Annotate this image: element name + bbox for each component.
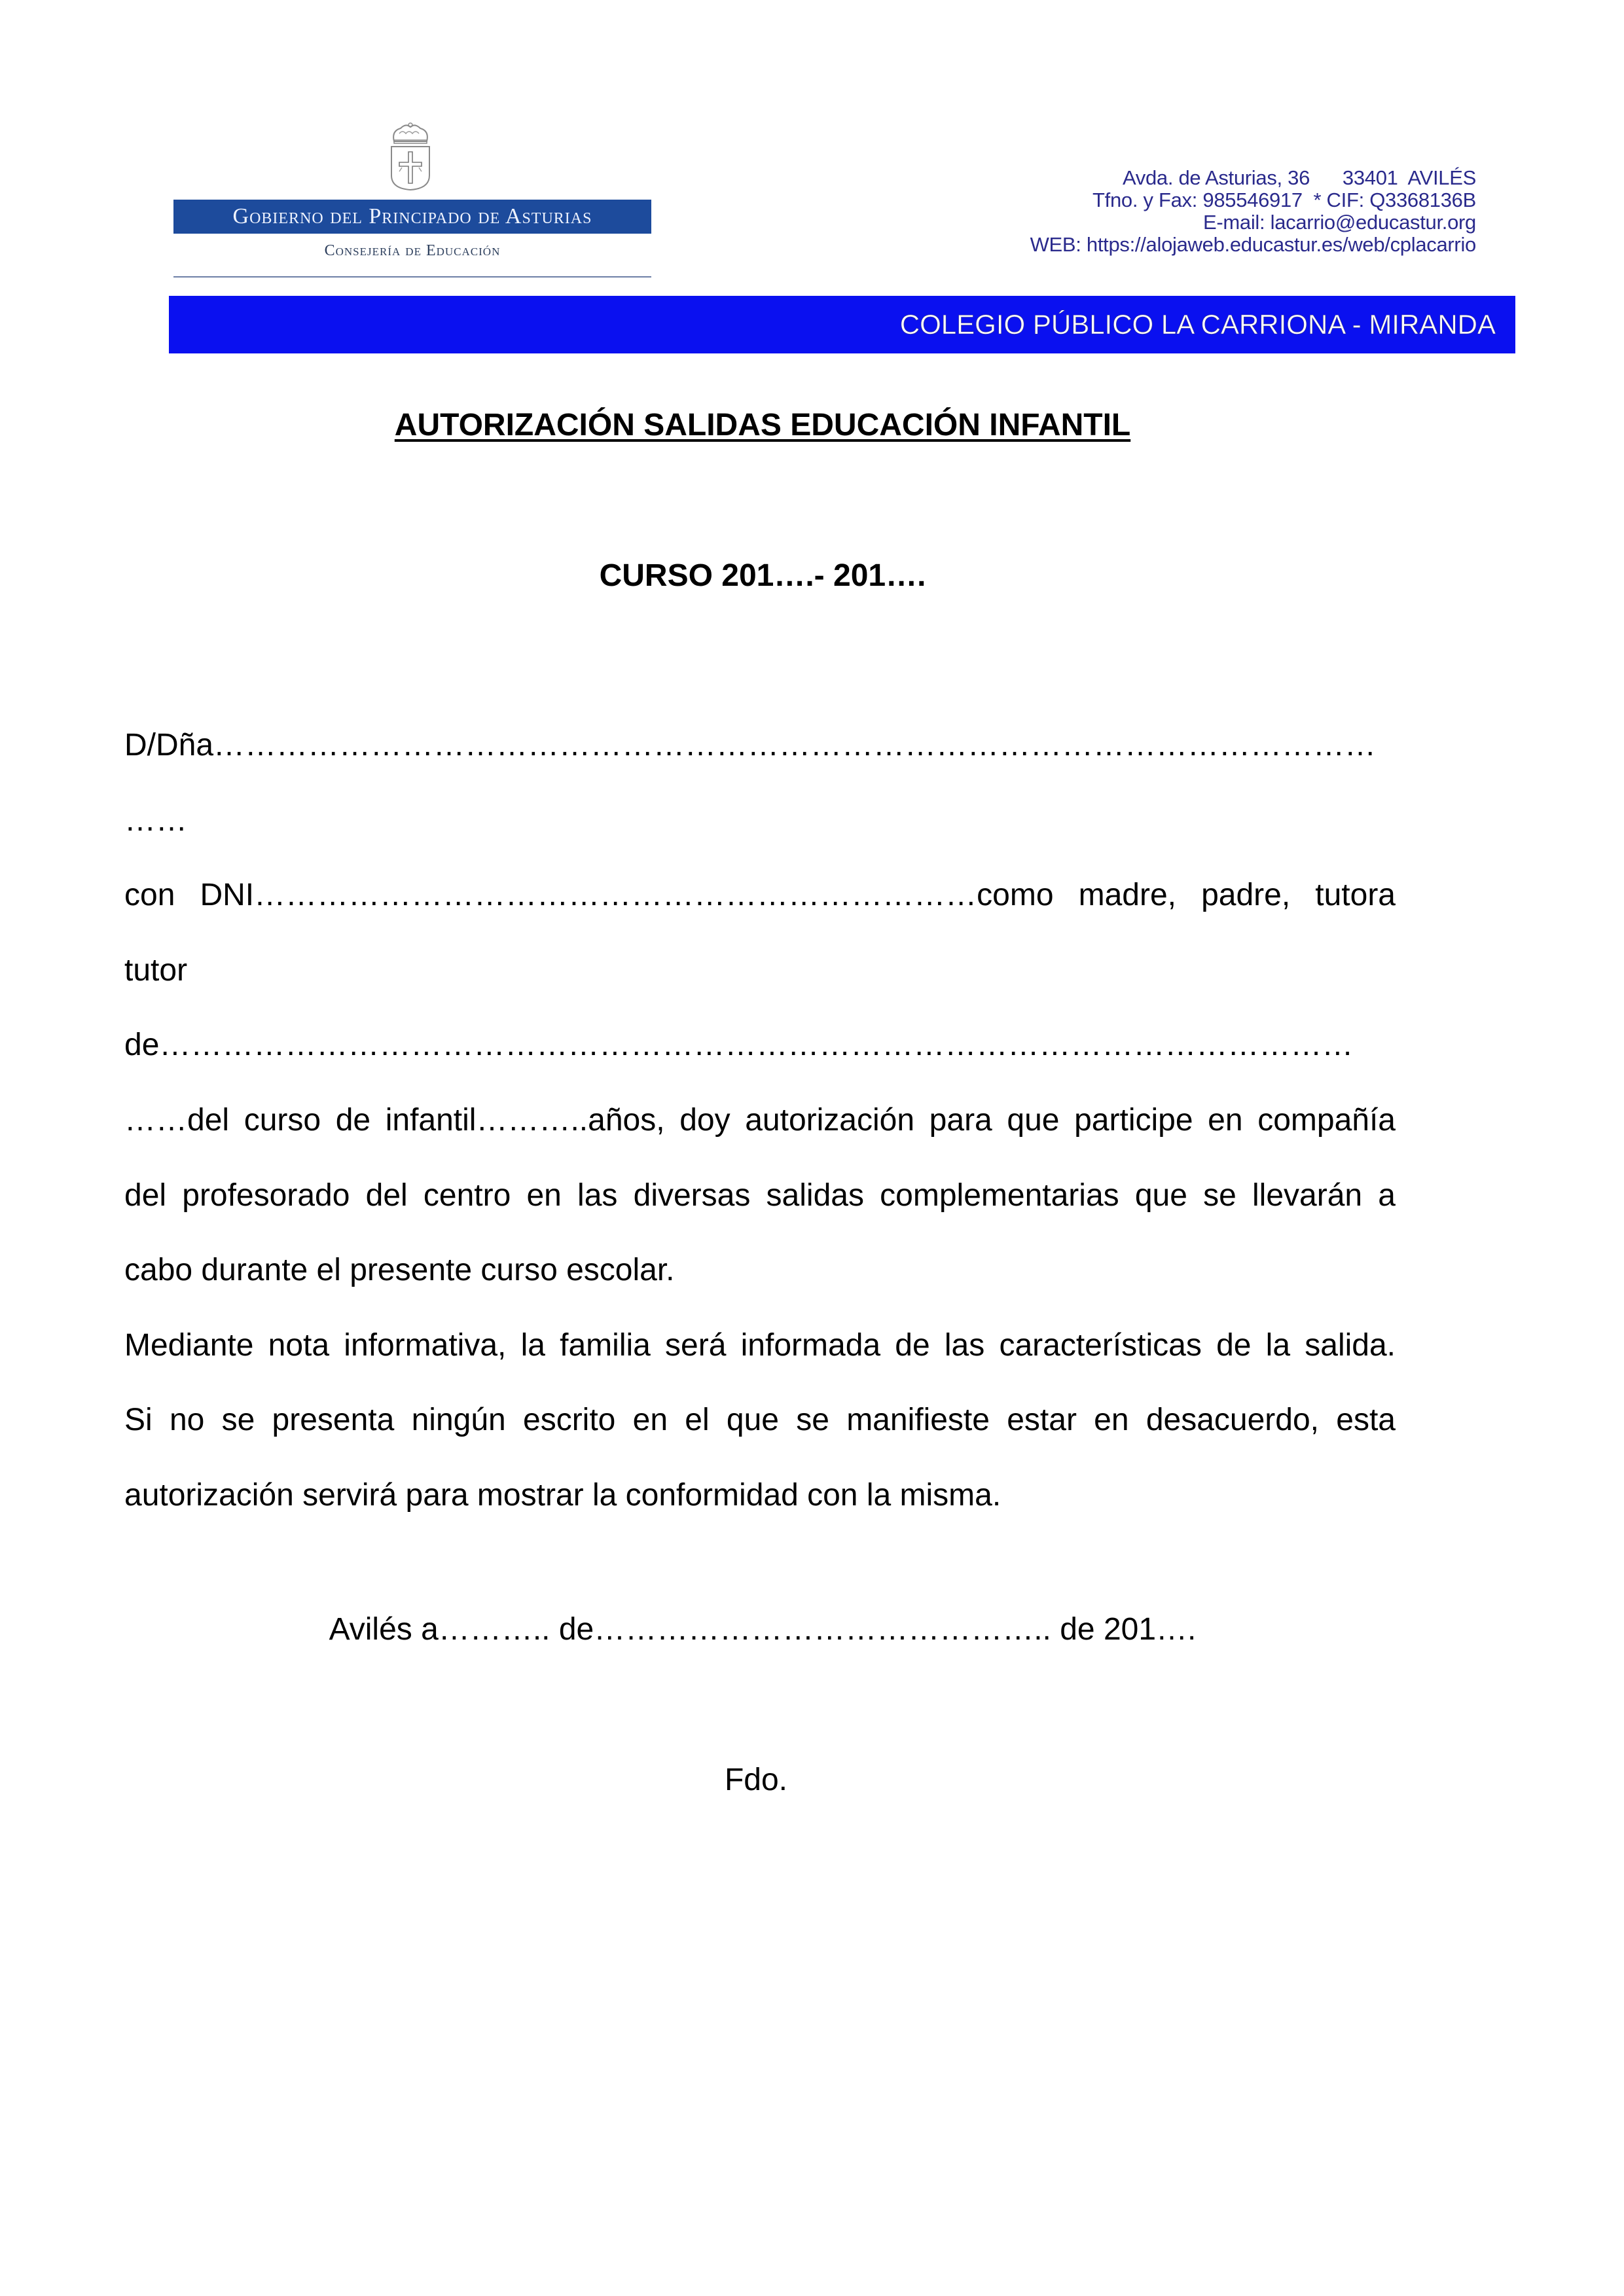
body-line: tutor <box>124 952 188 988</box>
school-name: COLEGIO PÚBLICO LA CARRIONA - MIRANDA <box>899 309 1496 340</box>
contact-web: WEB: https://alojaweb.educastur.es/web/cplacarrio <box>1030 233 1476 256</box>
body-line: del profesorado del centro en las diversas salidas complementarias que se llevarán a <box>124 1177 1396 1213</box>
government-logo-bar: Gobierno del Principado de Asturias <box>173 200 651 234</box>
contact-email: E-mail: lacarrio@educastur.org <box>1202 211 1476 234</box>
contact-address: Avda. de Asturias, 36 33401 AVILÉS <box>1122 166 1476 189</box>
coat-of-arms-icon <box>385 122 436 191</box>
body-line: cabo durante el presente curso escolar. <box>124 1253 675 1288</box>
body-line: Mediante nota informativa, la familia será informada de las características de la salida. <box>124 1327 1396 1363</box>
body-line: Si no se presenta ningún escrito en el que se manifieste estar en desacuerdo, esta <box>124 1403 1396 1438</box>
body-line: ……del curso de infantil………..años, doy autorización para que participe en compañía <box>124 1102 1396 1138</box>
place-date-line: Avilés a……….. de…………………………………….. de 201…. <box>329 1612 1197 1647</box>
body-line: autorización servirá para mostrar la conformidad con la misma. <box>124 1477 1001 1513</box>
contact-phone: Tfno. y Fax: 985546917 * CIF: Q3368136B <box>1092 188 1476 211</box>
dni-field-line: con DNI……………………………………………………………como madre, padre, tutora <box>124 878 1396 913</box>
name-field-continuation: …… <box>124 802 187 838</box>
logo-divider <box>173 276 651 278</box>
signature-label: Fdo. <box>724 1763 788 1797</box>
document-title: AUTORIZACIÓN SALIDAS EDUCACIÓN INFANTIL <box>394 408 1131 442</box>
contact-block <box>877 167 1476 256</box>
department-name: Consejería de Educación <box>324 242 501 259</box>
child-name-field-line: de…………………………………………………………………………………………………… <box>124 1028 1354 1063</box>
school-banner <box>169 296 1515 353</box>
name-field-line: D/Dña………………………………………………………………………………………………… <box>124 728 1377 762</box>
authorization-body <box>124 708 1396 1534</box>
course-year: CURSO 201….- 201…. <box>599 558 926 593</box>
